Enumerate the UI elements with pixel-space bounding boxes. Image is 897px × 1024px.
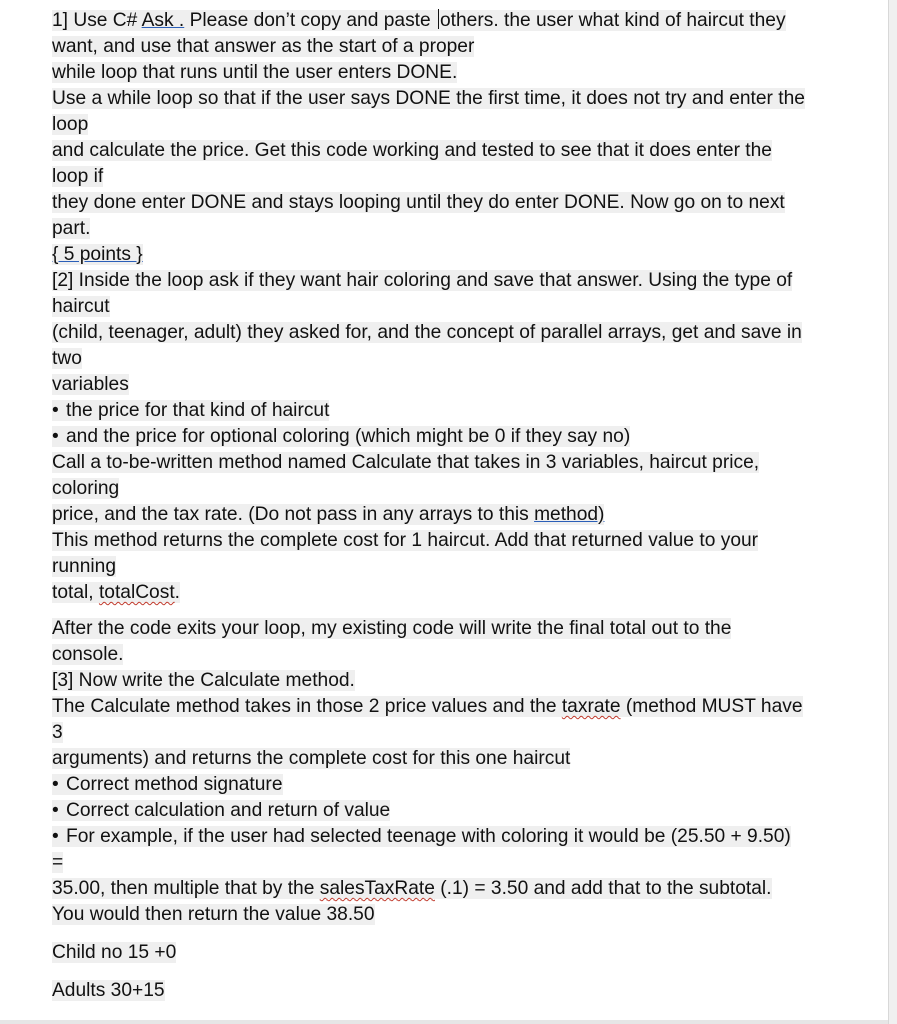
doc-line bbox=[52, 320, 878, 346]
doc-line-text: For example, if the user had selected teenage with coloring it would be (25.50 + 9.50) bbox=[66, 826, 791, 847]
doc-line-text: want, and use that answer as the start of a proper bbox=[52, 36, 475, 57]
bullet-item bbox=[52, 398, 878, 424]
bullet-icon: • bbox=[52, 426, 59, 447]
doc-line-text: running bbox=[52, 556, 117, 577]
doc-line-text: 35.00, then multiple that by the salesTaxRate (.1) = 3.50 and add that to the subtotal. bbox=[52, 878, 772, 899]
doc-line bbox=[52, 902, 878, 928]
doc-line-text: = bbox=[52, 852, 64, 873]
doc-line-text: arguments) and returns the complete cost for this one haircut bbox=[52, 748, 571, 769]
doc-line bbox=[52, 86, 878, 112]
bullet-item bbox=[52, 824, 878, 850]
doc-line-text: price, and the tax rate. (Do not pass in any arrays to this method) bbox=[52, 504, 605, 525]
doc-line bbox=[52, 372, 878, 398]
doc-line-text: two bbox=[52, 348, 82, 369]
bullet-item bbox=[52, 798, 878, 824]
vertical-scrollbar[interactable] bbox=[888, 0, 897, 1024]
doc-line bbox=[52, 978, 878, 1004]
doc-line bbox=[52, 216, 878, 242]
doc-line bbox=[52, 580, 878, 606]
doc-line-text: variables bbox=[52, 374, 129, 395]
doc-line bbox=[52, 242, 878, 268]
doc-line bbox=[52, 60, 878, 86]
doc-line-text: The Calculate method takes in those 2 price values and the taxrate (method MUST have bbox=[52, 696, 803, 717]
bullet-icon: • bbox=[52, 774, 59, 795]
text-cursor bbox=[438, 9, 439, 29]
document-body[interactable] bbox=[52, 8, 878, 1004]
doc-line-text: Adults 30+15 bbox=[52, 980, 165, 1001]
doc-line-text: while loop that runs until the user enters DONE. bbox=[52, 62, 458, 83]
doc-line bbox=[52, 850, 878, 876]
doc-line-text: { 5 points } bbox=[52, 244, 143, 265]
doc-line-text: 1] Use C# Ask . Please don’t copy and paste others. the user what kind of haircut they bbox=[52, 10, 786, 31]
doc-line bbox=[52, 616, 878, 642]
bullet-item bbox=[52, 772, 878, 798]
doc-line-text: (child, teenager, adult) they asked for, and the concept of parallel arrays, get and save in bbox=[52, 322, 802, 343]
doc-line-text: coloring bbox=[52, 478, 120, 499]
doc-line-text: 3 bbox=[52, 722, 63, 743]
doc-line-text: and calculate the price. Get this code working and tested to see that it does enter the bbox=[52, 140, 772, 161]
doc-line bbox=[52, 112, 878, 138]
doc-line bbox=[52, 8, 878, 34]
bullet-icon: • bbox=[52, 800, 59, 821]
doc-line-text: Correct method signature bbox=[66, 774, 283, 795]
doc-line bbox=[52, 190, 878, 216]
doc-line bbox=[52, 694, 878, 720]
doc-line bbox=[52, 138, 878, 164]
doc-line-text: part. bbox=[52, 218, 91, 239]
doc-line bbox=[52, 720, 878, 746]
doc-line-text: [2] Inside the loop ask if they want hair coloring and save that answer. Using the type of bbox=[52, 270, 793, 291]
doc-line-text: Correct calculation and return of value bbox=[66, 800, 391, 821]
doc-line-text: Call a to-be-written method named Calculate that takes in 3 variables, haircut price, bbox=[52, 452, 760, 473]
doc-line-text: This method returns the complete cost for 1 haircut. Add that returned value to your bbox=[52, 530, 759, 551]
doc-line bbox=[52, 34, 878, 60]
doc-line bbox=[52, 642, 878, 668]
doc-line bbox=[52, 746, 878, 772]
doc-line-text: total, totalCost. bbox=[52, 582, 181, 603]
doc-line-text: Use a while loop so that if the user says DONE the first time, it does not try and enter the bbox=[52, 88, 805, 109]
doc-line-text: they done enter DONE and stays looping until they do enter DONE. Now go on to next bbox=[52, 192, 785, 213]
doc-line-text: haircut bbox=[52, 296, 110, 317]
doc-line bbox=[52, 268, 878, 294]
doc-line bbox=[52, 940, 878, 966]
doc-line bbox=[52, 346, 878, 372]
page-bottom-edge bbox=[0, 1020, 888, 1024]
doc-line-text: loop bbox=[52, 114, 89, 135]
doc-line bbox=[52, 164, 878, 190]
doc-line-text: loop if bbox=[52, 166, 104, 187]
bullet-item bbox=[52, 424, 878, 450]
doc-line-text: console. bbox=[52, 644, 124, 665]
doc-line bbox=[52, 294, 878, 320]
doc-line-text: [3] Now write the Calculate method. bbox=[52, 670, 355, 691]
doc-line bbox=[52, 528, 878, 554]
doc-line bbox=[52, 668, 878, 694]
doc-line-text: After the code exits your loop, my existing code will write the final total out to the bbox=[52, 618, 732, 639]
bullet-icon: • bbox=[52, 400, 59, 421]
doc-line-text: Child no 15 +0 bbox=[52, 942, 177, 963]
doc-line-text: You would then return the value 38.50 bbox=[52, 904, 375, 925]
doc-line bbox=[52, 876, 878, 902]
doc-line-text: and the price for optional coloring (which might be 0 if they say no) bbox=[66, 426, 631, 447]
doc-line bbox=[52, 450, 878, 476]
doc-line-text: the price for that kind of haircut bbox=[66, 400, 330, 421]
bullet-icon: • bbox=[52, 826, 59, 847]
doc-line bbox=[52, 502, 878, 528]
doc-line bbox=[52, 554, 878, 580]
doc-line bbox=[52, 476, 878, 502]
